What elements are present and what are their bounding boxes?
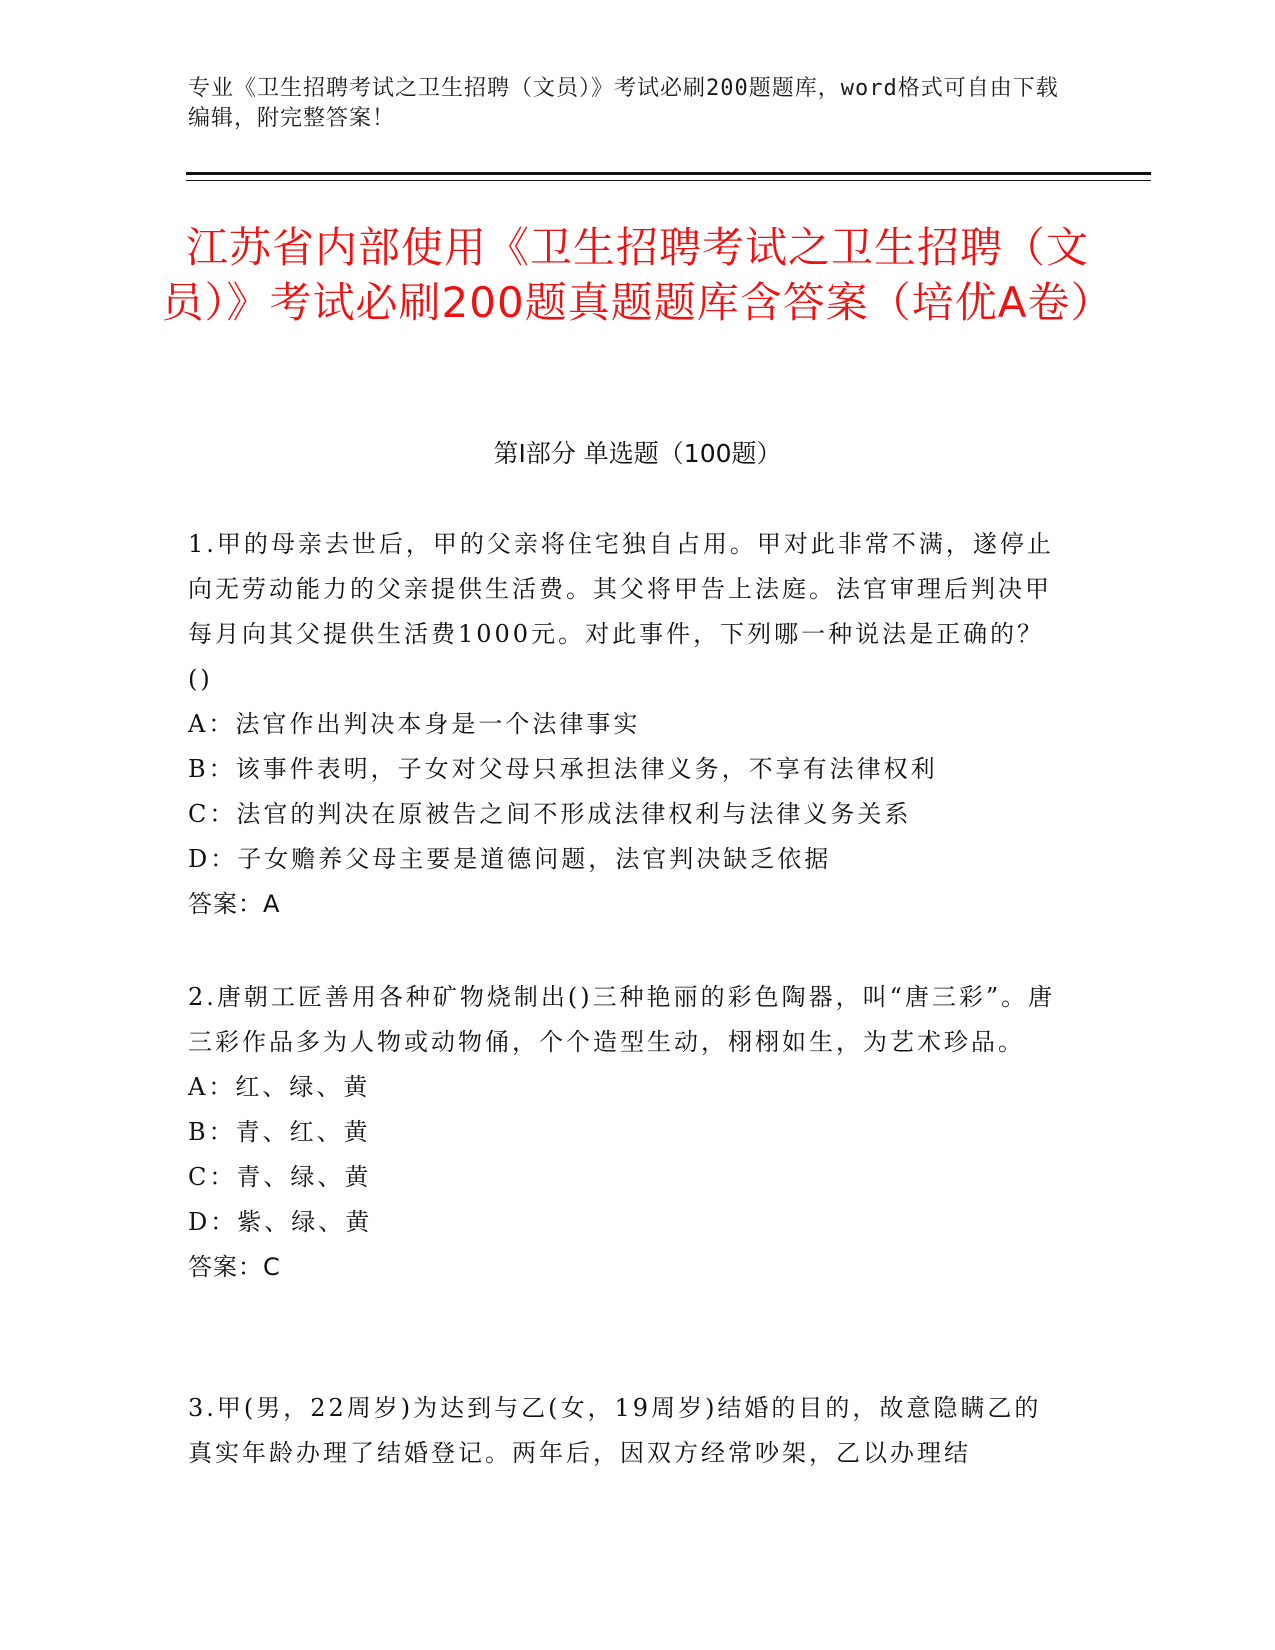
option-b: B：该事件表明，子女对父母只承担法律义务，不享有法律权利 — [188, 755, 938, 783]
option-a: A：法官作出判决本身是一个法律事实 — [188, 710, 641, 738]
answer: 答案：C — [188, 1253, 281, 1281]
question-stem: 2.唐朝工匠善用各种矿物烧制出()三种艳丽的彩色陶器，叫“唐三彩”。唐三彩作品多为人物或动物俑，个个造型生动，栩栩如生，为艺术珍品。 — [188, 983, 1056, 1056]
header-note: 专业《卫生招聘考试之卫生招聘（文员）》考试必刷200题题库，word格式可自由下载编辑，附完整答案！ — [188, 76, 1059, 131]
question-1 — [188, 522, 1068, 927]
option-b: B：青、红、黄 — [188, 1118, 371, 1146]
header-rule-thin — [186, 180, 1151, 181]
question-3 — [188, 1386, 1068, 1476]
document-title: 江苏省内部使用《卫生招聘考试之卫生招聘（文员）》考试必刷200题真题题库含答案（培优A卷） — [161, 223, 1114, 327]
header-rule-thick — [186, 172, 1151, 175]
option-d: D：子女赡养父母主要是道德问题，法官判决缺乏依据 — [188, 845, 832, 873]
question-stem: 1.甲的母亲去世后，甲的父亲将住宅独自占用。甲对此非常不满，遂停止向无劳动能力的父亲提供生活费。其父将甲告上法庭。法官审理后判决甲每月向其父提供生活费1000元。对此事件，下列哪一种说法是正确的？() — [188, 530, 1054, 693]
question-2 — [188, 975, 1068, 1290]
answer: 答案：A — [188, 890, 281, 918]
option-d: D：紫、绿、黄 — [188, 1208, 373, 1236]
option-c: C：青、绿、黄 — [188, 1163, 372, 1191]
option-c: C：法官的判决在原被告之间不形成法律权利与法律义务关系 — [188, 800, 912, 828]
question-stem: 3.甲(男，22周岁)为达到与乙(女，19周岁)结婚的目的，故意隐瞒乙的真实年龄办理了结婚登记。两年后，因双方经常吵架，乙以办理结 — [188, 1394, 1042, 1467]
option-a: A：红、绿、黄 — [188, 1073, 371, 1101]
section-heading: 第I部分 单选题（100题） — [493, 439, 782, 468]
